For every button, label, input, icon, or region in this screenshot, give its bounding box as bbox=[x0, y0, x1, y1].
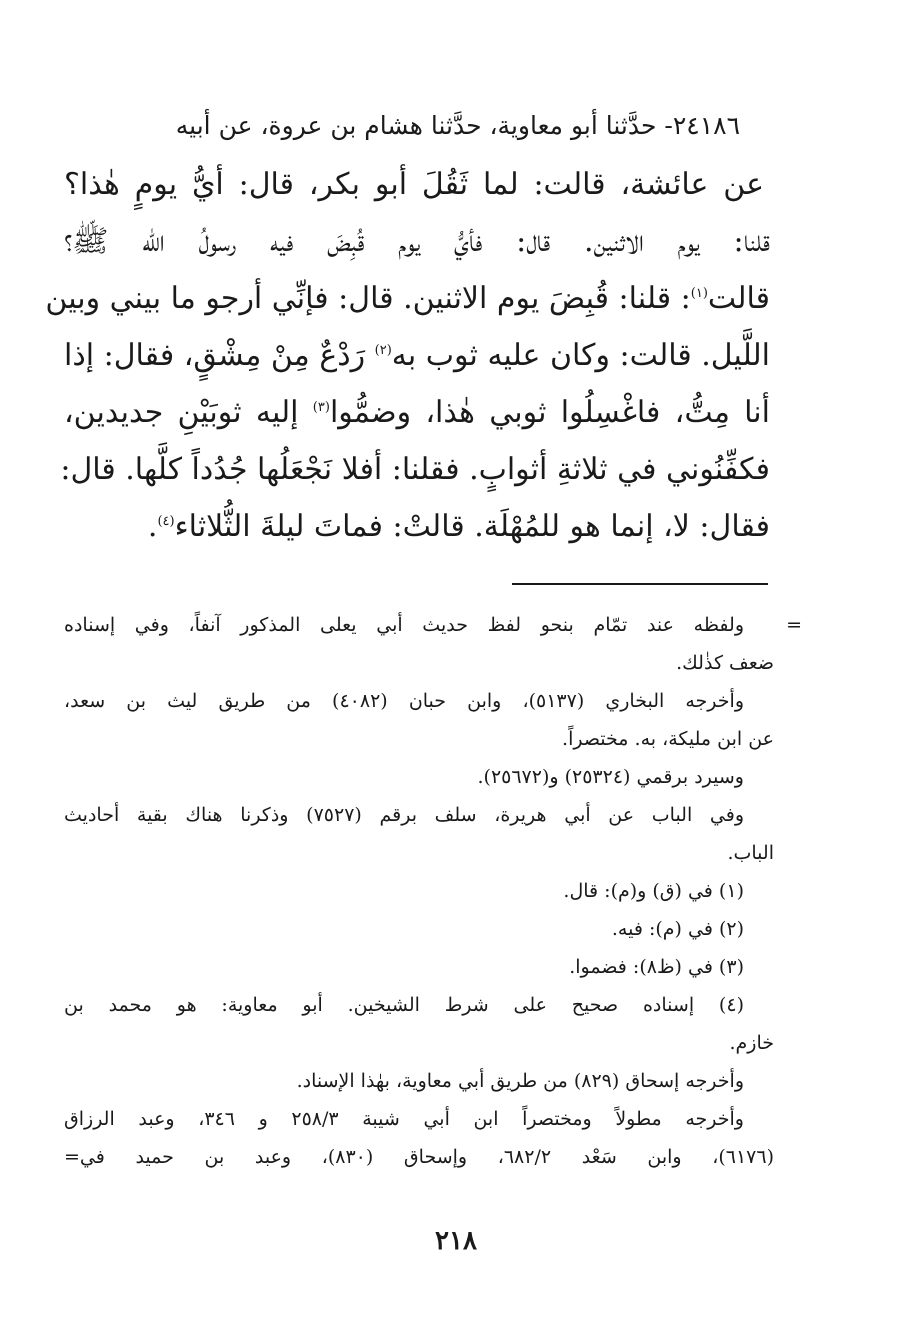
footnote-line: = ولفظه عند تمّام بنحو لفظ حديث أبي يعلى المذكور آنفاً، وفي إسناده bbox=[64, 606, 774, 644]
hadith-line: فكفِّنُوني في ثلاثةِ أثوابٍ. فقلنا: أفلا نَجْعَلُها جُدُداً كلَّها. قال: bbox=[60, 452, 770, 487]
footnote-3: (٣) في (ظ٨): فضموا. bbox=[569, 956, 744, 978]
hadith-line: اللَّيل. قالت: وكان عليه ثوب به$^{(٢)}$ رَدْعٌ مِنْ مِشْقٍ، فقال: إذا bbox=[64, 338, 770, 373]
hadith-heading: ٢٤١٨٦- حدَّثنا أبو معاوية، حدَّثنا هشام بن عروة، عن أبيه bbox=[175, 111, 740, 140]
footnote-2: (٢) في (م): فيه. bbox=[611, 918, 744, 940]
footnote-4: (٤) إسناده صحيح على شرط الشيخين. أبو معاوية: هو محمد بن bbox=[64, 994, 744, 1016]
hadith-line: عن عائشة، قالت: لما ثَقُلَ أبو بكر، قال: أيُّ يومٍ هٰذا؟ bbox=[64, 167, 764, 202]
footnote-marker[interactable]: (٢) bbox=[374, 343, 392, 358]
footnote-marker[interactable]: (١) bbox=[690, 286, 708, 301]
footnote-marker[interactable]: (٣) bbox=[312, 400, 330, 415]
hadith-line: أنا مِتُّ، فاغْسِلُوا ثوبي هٰذا، وضمُّوا$^{(٣)}$ إليه ثوبَيْنِ جديدين، bbox=[64, 395, 770, 430]
footnote-line: وسيرد برقمي (٢٥٣٢٤) و(٢٥٦٧٢). bbox=[477, 766, 744, 788]
footnote-line: ضعف كذٰلك. bbox=[676, 652, 774, 674]
footnote-line: الباب. bbox=[727, 842, 774, 864]
footnote-marker[interactable]: (٤) bbox=[157, 514, 175, 529]
footnote-1: (١) في (ق) و(م): قال. bbox=[563, 880, 744, 902]
footnote-line: وأخرجه إسحاق (٨٢٩) من طريق أبي معاوية، بهٰذا الإسناد. bbox=[296, 1070, 744, 1092]
footnote-line: (٦١٧٦)، وابن سَعْد ٦٨٢/٢، وإسحاق (٨٣٠)، وعبد بن حميد في= bbox=[64, 1146, 774, 1168]
hadith-body bbox=[45, 156, 770, 555]
hadith-line: قلنا: يوم الاثنين. قال: فأيُّ يوم قُبِضَ فيه رسولُ الله ﷺ؟ bbox=[64, 224, 770, 259]
footnote-line: وأخرجه البخاري (٥١٣٧)، وابن حبان (٤٠٨٢) من طريق ليث بن سعد، bbox=[64, 690, 744, 712]
continuation-mark: = bbox=[786, 614, 802, 636]
footnote-line: وفي الباب عن أبي هريرة، سلف برقم (٧٥٢٧) وذكرنا هناك بقية أحاديث bbox=[64, 804, 745, 826]
hadith-text bbox=[45, 104, 770, 555]
footnote-divider bbox=[512, 583, 768, 585]
footnote-line: وأخرجه مطولاً ومختصراً ابن أبي شيبة ٢٥٨/٣ و ٣٤٦، وعبد الرزاق bbox=[64, 1108, 744, 1130]
footnotes bbox=[64, 606, 802, 1176]
footnote-line: خازم. bbox=[729, 1032, 774, 1054]
hadith-line: فقال: لا، إنما هو للمُهْلَة. قالتْ: فماتَ ليلةَ الثُّلاثاء$^{(٤)}$. bbox=[147, 509, 770, 544]
footnote-line: عن ابن مليكة، به. مختصراً. bbox=[562, 728, 774, 750]
page-number: ٢١٨ bbox=[435, 1226, 477, 1256]
hadith-line: قالت$^{(١)}$: قلنا: قُبِضَ يوم الاثنين. قال: فإنِّي أرجو ما بيني وبين bbox=[45, 281, 770, 316]
